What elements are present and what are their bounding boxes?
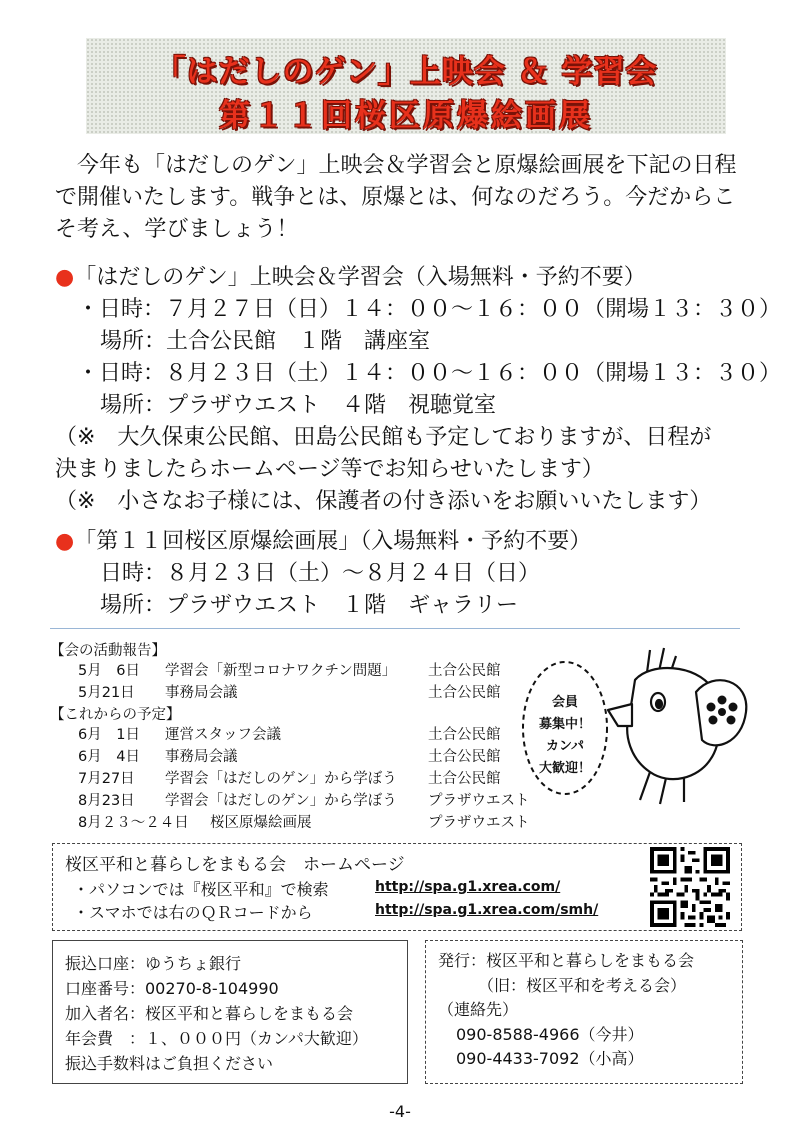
transfer-fee-note: 振込手数料はご負担ください	[65, 1054, 274, 1073]
list-item	[50, 682, 550, 704]
session-2-place: 場所：プラザウエスト ４階 視聴覚室	[100, 393, 497, 418]
pc-homepage-link[interactable]: http://spa.g1.xrea.com/	[375, 879, 561, 895]
publisher-box	[425, 940, 743, 1084]
event-date: 5月 6日	[78, 663, 140, 679]
homepage-title: 桜区平和と暮らしをまもる会 ホームページ	[65, 855, 405, 875]
list-item	[50, 660, 550, 682]
publisher-name: 発行：桜区平和と暮らしをまもる会	[438, 951, 695, 970]
screening-section	[55, 262, 782, 518]
event-title: 運営スタッフ会議	[165, 727, 281, 743]
children-note: （※ 小さなお子様には、保護者の付き添いをお願いいたします）	[55, 489, 712, 514]
title-line-1: 「はだしのゲン」上映会 ＆ 学習会	[154, 54, 658, 90]
contact-phone-1: 090-8588-4966（今井）	[456, 1024, 644, 1044]
exhibition-heading: 「第１１回桜区原爆絵画展」（入場無料・予約不要）	[74, 529, 592, 554]
event-title: 学習会「はだしのゲン」から学ぼう	[165, 771, 397, 787]
event-date: 7月27日	[78, 771, 135, 787]
event-date: 8月23日	[78, 793, 135, 809]
event-title: 事務局会議	[165, 685, 238, 701]
event-title: 桜区原爆絵画展	[210, 815, 312, 831]
event-place: プラザウエスト	[428, 815, 530, 831]
session-2-datetime: ・日時：８月２３日（土）１４：００～１６：００（開場１３：３０）	[77, 361, 782, 386]
schedule-note-line-1: （※ 大久保東公民館、田島公民館も予定しておりますが、日程が	[55, 425, 712, 450]
pc-search-label: ・パソコンでは『桜区平和』で検索	[73, 880, 329, 899]
homepage-box	[52, 843, 742, 931]
event-place: 土合公民館	[428, 663, 501, 679]
event-date: 6月 4日	[78, 749, 140, 765]
bubble-text-4: 大歓迎！	[538, 761, 592, 776]
event-place: プラザウエスト	[428, 793, 530, 809]
event-title: 学習会「はだしのゲン」から学ぼう	[165, 793, 397, 809]
exhibition-datetime: 日時：８月２３日（土）～８月２４日（日）	[100, 561, 541, 586]
mascot-illustration	[500, 640, 760, 815]
qr-code-icon[interactable]	[650, 847, 730, 927]
list-item	[50, 746, 550, 768]
list-item	[50, 812, 550, 834]
red-bullet-icon: ●	[55, 529, 75, 554]
session-1-place: 場所：土合公民館 １階 講座室	[100, 329, 431, 354]
section-divider	[50, 628, 740, 629]
list-item	[50, 724, 550, 746]
session-1-datetime: ・日時：７月２７日（日）１４：００～１６：００（開場１３：３０）	[77, 297, 782, 322]
event-date: 5月21日	[78, 685, 135, 701]
list-item	[50, 768, 550, 790]
screening-heading: 「はだしのゲン」上映会＆学習会（入場無料・予約不要）	[74, 265, 646, 290]
screening-heading-row	[55, 262, 775, 294]
contact-phone-2: 090-4433-7092（小高）	[456, 1049, 644, 1068]
account-number: 口座番号：00270-8-104990	[65, 979, 279, 998]
event-date: 8月２３～２４日	[78, 815, 189, 831]
page-number: -4-	[389, 1102, 411, 1121]
account-holder: 加入者名：桜区平和と暮らしをまもる会	[65, 1004, 354, 1023]
bubble-text-2: 募集中！	[538, 717, 592, 732]
event-date: 6月 1日	[78, 727, 140, 743]
intro-paragraph: 今年も「はだしのゲン」上映会＆学習会と原爆絵画展を下記の日程で開催いたします。戦争とは、原爆とは、何なのだろう。今だからこそ考え、学びましょう！	[55, 153, 737, 242]
event-place: 土合公民館	[428, 727, 501, 743]
exhibition-heading-row	[55, 526, 775, 558]
former-name: （旧：桜区平和を考える会）	[478, 975, 687, 995]
smartphone-label: ・スマホでは右のＱＲコードから	[73, 903, 313, 922]
upcoming-plan-heading: 【これからの予定】	[50, 707, 181, 723]
smartphone-homepage-link[interactable]: http://spa.g1.xrea.com/smh/	[375, 902, 599, 918]
event-title: 事務局会議	[165, 749, 238, 765]
exhibition-place: 場所：プラザウエスト １階 ギャラリー	[100, 593, 519, 618]
event-title: 学習会「新型コロナワクチン問題」	[165, 663, 397, 679]
event-place: 土合公民館	[428, 685, 501, 701]
title-line-2: 第１１回桜区原爆絵画展	[219, 98, 593, 134]
bank-name: 振込口座：ゆうちょ銀行	[65, 954, 242, 973]
event-place: 土合公民館	[428, 749, 501, 765]
title-banner	[86, 38, 726, 134]
payment-info-box	[52, 940, 408, 1084]
event-place: 土合公民館	[428, 771, 501, 787]
bubble-text-3: カンパ	[545, 739, 585, 754]
exhibition-section	[55, 526, 775, 622]
schedule-note-line-2: 決まりましたらホームページ等でお知らせいたします）	[55, 457, 604, 482]
contact-label: （連絡先）	[438, 1000, 519, 1019]
activity-report-heading: 【会の活動報告】	[50, 643, 166, 659]
list-item	[50, 790, 550, 812]
red-bullet-icon: ●	[55, 265, 75, 290]
bubble-text-1: 会員	[551, 695, 579, 710]
annual-fee: 年会費 ：１、０００円（カンパ大歓迎）	[65, 1029, 368, 1048]
bird-character-icon	[608, 648, 746, 804]
activity-schedule	[50, 640, 550, 834]
